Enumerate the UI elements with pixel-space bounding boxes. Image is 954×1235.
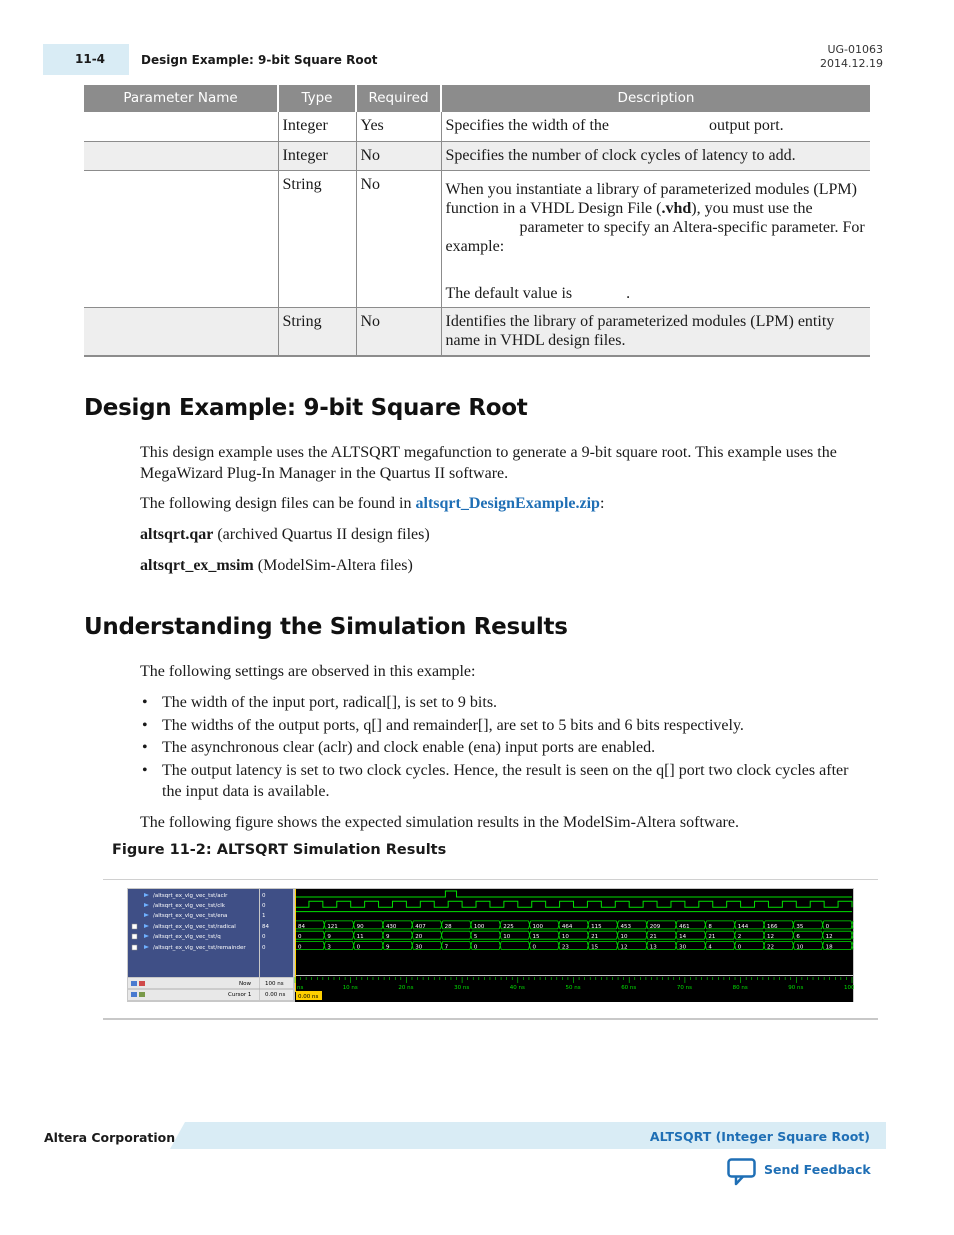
radical-label: 407 [415,923,426,930]
clk-wave [295,901,852,907]
q-label: 6 [796,934,800,941]
remainder-label: 4 [708,944,712,951]
footer-company: Altera Corporation [44,1130,176,1145]
radical-label: 461 [679,923,690,930]
remainder-label: 0 [532,944,537,951]
feedback-icon[interactable] [727,1158,757,1186]
table-row [84,142,870,171]
send-feedback-link[interactable]: Send Feedback [764,1162,871,1177]
param-required-cell: No [356,171,441,308]
q-label: 2 [737,934,742,941]
radical-label: 430 [385,923,397,930]
col-header-required: Required [356,85,441,112]
radical-label: 100 [532,923,544,930]
time-tick-label: 40 ns [509,985,525,991]
remainder-label: 30 [679,944,687,951]
cursor-lock-icon[interactable] [139,992,145,997]
doc-date: 2014.12.19 [820,57,883,70]
expand-icon[interactable] [132,934,137,939]
q-label: 10 [503,934,511,941]
time-tick-label: 100 [844,985,854,991]
radical-label: 84 [298,923,305,930]
radical-label: 8 [708,923,712,930]
design-example-zip-link[interactable]: altsqrt_DesignExample.zip [415,495,600,512]
q-label: 12 [767,934,775,941]
q-label: 10 [620,934,628,941]
param-name-cell [84,171,278,308]
q-label: 5 [473,934,478,941]
q-label: 15 [532,934,540,941]
now-label: Now [239,981,251,987]
time-tick-label: 80 ns [732,985,748,991]
paragraph: This design example uses the ALTSQRT megafunction to generate a 9-bit square root. This example uses the MegaWizard Plug-In Manager in the Quartus II software. [140,444,837,482]
section-heading-simulation-results: Understanding the Simulation Results [84,614,568,640]
figure-caption: Figure 11-2: ALTSQRT Simulation Results [112,842,447,858]
list-item: • The width of the input port, radical[], is set to 9 bits. [140,692,870,713]
list-item: • The widths of the output ports, q[] and remainder[], are set to 5 bits and 6 bits respectively. [140,715,870,736]
list-item: • The asynchronous clear (aclr) and clock enable (ena) input ports are enabled. [140,737,870,758]
waveform-toolbar-icon[interactable] [131,981,137,986]
radical-label: 225 [503,923,514,930]
cursor-value: 0.00 ns [265,992,286,998]
param-required-cell: No [356,142,441,171]
remainder-label: 23 [561,944,569,951]
list-item: • The output latency is set to two clock cycles. Hence, the result is seen on the q[] port two clock cycles after the input data is available. [140,760,870,802]
signal-name: /altsqrt_ex_vlg_vec_tst/remainder [153,945,246,951]
paragraph: The following figure shows the expected simulation results in the ModelSim-Altera software. [140,814,739,831]
param-name-cell [84,112,278,142]
signal-value: 0 [262,945,266,951]
param-type-cell: Integer [278,142,356,171]
expand-icon[interactable] [132,945,137,950]
param-type-cell: String [278,308,356,356]
figure-bottom-rule [103,1018,878,1020]
remainder-label: 0 [298,944,302,951]
footer-doc-title[interactable]: ALTSQRT (Integer Square Root) [649,1129,870,1144]
time-tick-label: 20 ns [398,985,414,991]
remainder-label: 22 [767,944,775,951]
radical-label: 209 [649,923,661,930]
signal-value: 0 [262,903,266,909]
remainder-label: 3 [327,944,331,951]
radical-label: 35 [796,923,804,930]
table-row [84,171,870,308]
q-label: 9 [327,934,331,941]
remainder-label: 15 [591,944,599,951]
file-item: altsqrt.qar (archived Quartus II design files) [140,526,430,543]
signal-value: 84 [262,924,269,930]
col-header-type: Type [278,85,356,112]
signal-name: /altsqrt_ex_vlg_vec_tst/ena [153,913,228,919]
footer-band-wedge [170,1122,185,1149]
time-tick-label: 50 ns [565,985,581,991]
time-tick-label: ns [297,985,304,991]
radical-label: 0 [825,923,830,930]
q-label: 0 [298,934,302,941]
col-header-parameter-name: Parameter Name [84,85,278,112]
q-label: 21 [649,934,657,941]
param-desc-cell: When you instantiate a library of parameterized modules (LPM) function in a VHDL Design File (.vhd), you must use theparameter to specify an Altera-specific parameter. For example: The default value is . [441,171,870,308]
radical-label: 121 [327,923,338,930]
paragraph: The following design files can be found in altsqrt_DesignExample.zip: [140,495,605,512]
remainder-label: 0 [356,944,361,951]
remainder-label: 18 [825,944,833,951]
param-desc-cell: Specifies the number of clock cycles of latency to add. [441,142,870,171]
radical-label: 90 [356,923,364,930]
q-label: 9 [385,934,390,941]
remainder-label: 10 [796,944,804,951]
param-required-cell: No [356,308,441,356]
radical-label: 144 [737,923,749,930]
time-tick-label: 60 ns [621,985,637,991]
q-label: 11 [356,934,364,941]
time-tick-label: 10 ns [342,985,358,991]
settings-list [140,692,870,803]
remainder-label: 30 [415,944,423,951]
table-row [84,112,870,142]
paragraph: The following settings are observed in this example: [140,663,476,680]
remainder-label: 0 [737,944,742,951]
param-type-cell: String [278,171,356,308]
col-header-description: Description [441,85,870,112]
radical-label: 115 [591,923,602,930]
remainder-label: 7 [444,944,449,951]
signal-name: /altsqrt_ex_vlg_vec_tst/clk [153,903,225,909]
radical-label: 100 [473,923,485,930]
time-tick-label: 30 ns [454,985,470,991]
signal-name: /altsqrt_ex_vlg_vec_tst/aclr [153,893,228,899]
cursor-add-icon[interactable] [131,992,137,997]
q-label: 21 [591,934,599,941]
doc-id-block [820,43,883,71]
q-label: 20 [415,934,423,941]
now-value: 100 ns [265,981,284,987]
remainder-label: 0 [473,944,478,951]
remainder-label: 13 [649,944,657,951]
radical-label: 166 [767,923,778,930]
signal-value: 0 [262,934,266,940]
table-row [84,308,870,356]
expand-icon[interactable] [132,924,137,929]
radical-label: 28 [444,923,452,930]
waveform-toolbar-icon[interactable] [139,981,145,986]
signal-name: /altsqrt_ex_vlg_vec_tst/q [153,934,221,940]
cursor-label: Cursor 1 [228,992,252,998]
doc-id: UG-01063 [827,43,883,56]
radical-label: 464 [561,923,573,930]
q-label: 21 [708,934,716,941]
simulation-waveform [127,888,854,1002]
remainder-label: 12 [620,944,628,951]
remainder-label: 9 [385,944,390,951]
param-name-cell [84,142,278,171]
param-required-cell: Yes [356,112,441,142]
file-item: altsqrt_ex_msim (ModelSim-Altera files) [140,557,413,574]
param-type-cell: Integer [278,112,356,142]
parameter-table [84,85,870,357]
running-header-title: Design Example: 9-bit Square Root [141,53,378,67]
param-name-cell [84,308,278,356]
time-tick-label: 70 ns [676,985,693,991]
figure-top-rule [103,879,878,880]
q-label: 10 [561,934,569,941]
cursor-time: 0.00 ns [298,994,319,1000]
time-tick-label: 90 ns [788,985,804,991]
signal-value: 0 [262,893,266,899]
radical-label: 453 [620,923,631,930]
param-desc-cell: Specifies the width of the output port. [441,112,870,142]
signal-name: /altsqrt_ex_vlg_vec_tst/radical [153,924,236,930]
q-label: 14 [679,934,687,941]
page-number: 11-4 [75,52,106,66]
section-heading-design-example: Design Example: 9-bit Square Root [84,395,528,421]
signal-value: 1 [262,913,266,919]
q-label: 12 [825,934,833,941]
param-desc-cell: Identifies the library of parameterized modules (LPM) entity name in VHDL design files. [441,308,870,356]
